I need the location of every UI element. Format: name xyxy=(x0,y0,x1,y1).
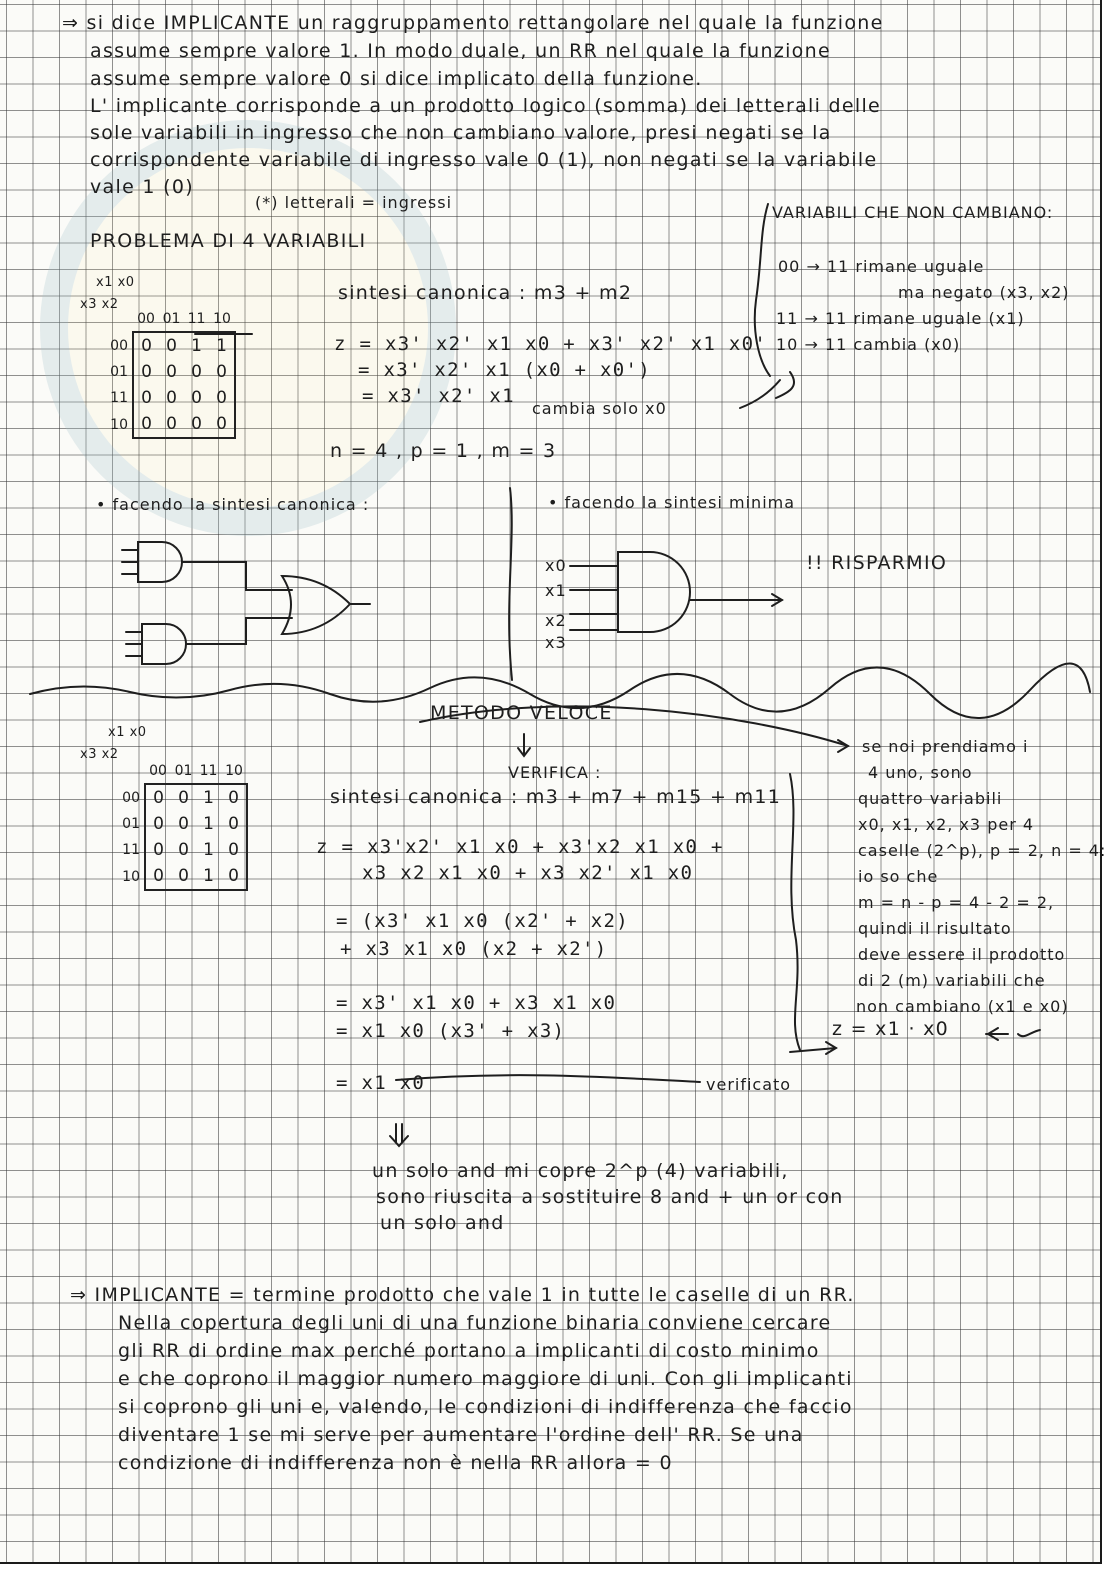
side-note-line: non cambiano (x1 e x0) xyxy=(856,997,1069,1016)
kmap1-row-var: x3 x2 xyxy=(80,297,119,312)
and-gate xyxy=(138,542,182,582)
section-separator xyxy=(30,663,1090,718)
side-box-row: ma negato (x3, x2) xyxy=(898,283,1070,302)
text-line: assume sempre valore 0 si dice implicato della funzione. xyxy=(90,68,703,90)
kmap2-col-header: 00 xyxy=(149,762,167,779)
kmap2-col-header: 01 xyxy=(174,762,193,779)
kmap1-cell: 0 xyxy=(166,388,177,408)
kmap2-row-header: 11 xyxy=(122,842,140,858)
kmap2-col-header: 11 xyxy=(199,762,218,779)
text-line: assume sempre valore 1. In modo duale, un RR nel quale la funzione xyxy=(90,40,831,62)
side-box-row: 11 → 11 rimane uguale (x1) xyxy=(776,309,1025,328)
kmap2-cell: 0 xyxy=(178,840,189,860)
side-note-line: quindi il risultato xyxy=(858,919,1012,938)
side-box-row: 10 → 11 cambia (x0) xyxy=(776,335,961,354)
kmap2-cell: 0 xyxy=(171,784,196,811)
side-note-line: di 2 (m) variabili che xyxy=(858,971,1046,990)
kmap1-col-header: 01 xyxy=(162,310,181,327)
kmap1-cell: 0 xyxy=(209,411,235,438)
kmap2-cell: 1 xyxy=(196,863,221,890)
side-box-row: 00 → 11 rimane uguale xyxy=(778,257,985,276)
conclusion-line: un solo and mi copre 2^p (4) variabili, xyxy=(372,1160,789,1182)
kmap1-cell: 0 xyxy=(209,359,235,385)
fast-method-title: METODO VELOCE xyxy=(430,702,613,724)
side-note-line: quattro variabili xyxy=(858,789,1003,808)
kmap1-row-header: 11 xyxy=(110,390,128,406)
derivation-line: x3 x2 x1 x0 + x3 x2' x1 x0 xyxy=(362,862,694,884)
side-box-arrow xyxy=(740,380,780,408)
result-formula: z = x1 · x0 xyxy=(832,1018,950,1040)
verified-note: verificato xyxy=(706,1075,792,1094)
kmap2-cell: 0 xyxy=(145,837,171,863)
or-gate xyxy=(282,576,350,634)
circuit-input-label: x2 xyxy=(545,611,567,630)
kmap2-cell: 0 xyxy=(145,784,171,811)
circuit-separator xyxy=(509,488,512,680)
kmap2-col-header: 10 xyxy=(225,762,243,779)
synthesis1-params: n = 4 , p = 1 , m = 3 xyxy=(330,440,557,462)
conclusion-line: sono riuscita a sostituire 8 and + un or con xyxy=(376,1186,844,1208)
kmap2-row-header: 01 xyxy=(122,816,140,832)
kmap1-cell: 0 xyxy=(133,385,159,411)
text-line: ⇒ IMPLICANTE = termine prodotto che vale 1 in tutte le caselle di un RR. xyxy=(70,1284,855,1306)
derivation-line: = x3' x1 x0 + x3 x1 x0 xyxy=(336,992,617,1014)
side-note-line: caselle (2^p), p = 2, n = 4: xyxy=(858,841,1107,860)
derivation-line: z = x3'x2' x1 x0 + x3'x2 x1 x0 + xyxy=(316,836,724,858)
text-line: corrispondente variabile di ingresso vale 0 (1), non negati se la variabile xyxy=(90,149,878,171)
kmap2-row-header: 10 xyxy=(122,868,140,885)
kmap1-cell: 0 xyxy=(166,362,177,382)
kmap1-cell: 0 xyxy=(209,385,235,411)
kmap2-row-var: x3 x2 xyxy=(80,747,119,762)
kmap1-col-header: 00 xyxy=(137,310,155,327)
text-line: L' implicante corrisponde a un prodotto logico (somma) dei letterali delle xyxy=(90,95,882,117)
kmap2-cell: 0 xyxy=(221,811,247,837)
kmap2-col-var: x1 x0 xyxy=(108,725,147,740)
side-note-line: deve essere il prodotto xyxy=(858,945,1066,964)
kmap2-cell: 1 xyxy=(203,814,214,834)
kmap1-cell: 0 xyxy=(159,332,184,359)
side-note-line: x0, x1, x2, x3 per 4 xyxy=(858,815,1035,834)
circuit-input-label: x0 xyxy=(545,556,567,575)
kmap2-cell: 0 xyxy=(221,837,247,863)
synthesis1-line: z = x3' x2' x1 x0 + x3' x2' x1 x0' xyxy=(334,333,768,355)
kmap1-cell: 0 xyxy=(159,411,184,438)
text-line: condizione di indifferenza non è nella RR allora = 0 xyxy=(118,1452,673,1474)
kmap2-row-header: 00 xyxy=(122,789,140,806)
side-note-line: 4 uno, sono xyxy=(868,763,973,782)
kmap2-cell: 1 xyxy=(203,840,214,860)
kmap1-cell: 0 xyxy=(133,359,159,385)
kmap1-col-header: 10 xyxy=(213,310,231,327)
circuit-input-label: x1 xyxy=(545,581,567,600)
and-gate xyxy=(142,624,186,664)
text-line: e che coprono il maggior numero maggiore di uni. Con gli implicanti xyxy=(118,1368,853,1390)
text-line: gli RR di ordine max perché portano a implicanti di costo minimo xyxy=(118,1340,820,1362)
side-note-line: se noi prendiamo i xyxy=(862,737,1029,756)
kmap1-cell: 0 xyxy=(184,411,209,438)
kmap1-cell: 1 xyxy=(184,332,209,359)
canonical-synthesis: sintesi canonica : m3 + m7 + m15 + m11 xyxy=(330,786,782,808)
side-note-line: io so che xyxy=(858,867,939,886)
side-box-bracket xyxy=(755,204,770,376)
text-line: ⇒ si dice IMPLICANTE un raggruppamento rettangolare nel quale la funzione xyxy=(62,12,884,34)
kmap2-cell: 0 xyxy=(145,863,171,890)
kmap1-cell: 1 xyxy=(209,332,235,359)
kmap1-row-header: 10 xyxy=(110,416,128,433)
derivation-line: + x3 x1 x0 (x2 + x2') xyxy=(340,938,608,960)
kmap1-cell: 0 xyxy=(133,411,159,438)
kmap1-row-header: 00 xyxy=(110,337,128,354)
derivation-line: = x1 x0 xyxy=(336,1072,426,1094)
kmap1-cell: 0 xyxy=(133,332,159,359)
verify-label: VERIFICA : xyxy=(508,763,602,782)
derivation-line: = (x3' x1 x0 (x2' + x2) xyxy=(336,910,629,932)
side-note-line: m = n - p = 4 - 2 = 2, xyxy=(858,893,1055,912)
text-line: diventare 1 se mi serve per aumentare l'ordine dell' RR. Se una xyxy=(118,1424,804,1446)
text-line: si coprono gli uni e, valendo, le condizioni di indifferenza che faccio xyxy=(118,1396,853,1418)
note-letterali: (*) letterali = ingressi xyxy=(255,193,453,212)
kmap1-col-header: 11 xyxy=(187,310,206,327)
kmap2-cell: 1 xyxy=(196,784,221,811)
circuit-right-label: • facendo la sintesi minima xyxy=(548,493,796,512)
kmap1-col-var: x1 x0 xyxy=(96,275,135,290)
derivation-line: = x1 x0 (x3' + x3) xyxy=(336,1020,566,1042)
side-box-arrow-curve xyxy=(776,372,794,398)
side-box-title: VARIABILI CHE NON CAMBIANO: xyxy=(772,203,1054,222)
kmap1-cell: 0 xyxy=(191,362,202,382)
synthesis1-line: = x3' x2' x1 (x0 + x0') xyxy=(358,359,651,381)
conclusion-line: un solo and xyxy=(380,1212,505,1234)
text-line: vale 1 (0) xyxy=(90,176,194,198)
circuit-input-label: x3 xyxy=(545,633,567,652)
circuit-left-label: • facendo la sintesi canonica : xyxy=(96,495,370,514)
kmap2-cell: 0 xyxy=(221,784,247,811)
synthesis1-title: sintesi canonica : m3 + m2 xyxy=(338,282,633,304)
kmap1-row-header: 01 xyxy=(110,364,128,380)
kmap2-cell: 0 xyxy=(178,814,189,834)
kmap2-cell: 0 xyxy=(171,863,196,890)
problem-title: PROBLEMA DI 4 VARIABILI xyxy=(90,230,367,252)
text-line: sole variabili in ingresso che non cambiano valore, presi negati se la xyxy=(90,122,832,144)
synthesis1-line: = x3' x2' x1 xyxy=(362,385,515,407)
synthesis1-note: cambia solo x0 xyxy=(532,399,667,418)
kmap1-cell: 0 xyxy=(191,388,202,408)
and-gate xyxy=(618,552,690,632)
saving-note: !! RISPARMIO xyxy=(806,552,948,574)
text-line: Nella copertura degli uni di una funzione binaria conviene cercare xyxy=(118,1312,832,1334)
kmap2-cell: 0 xyxy=(145,811,171,837)
kmap2-cell: 0 xyxy=(221,863,247,890)
